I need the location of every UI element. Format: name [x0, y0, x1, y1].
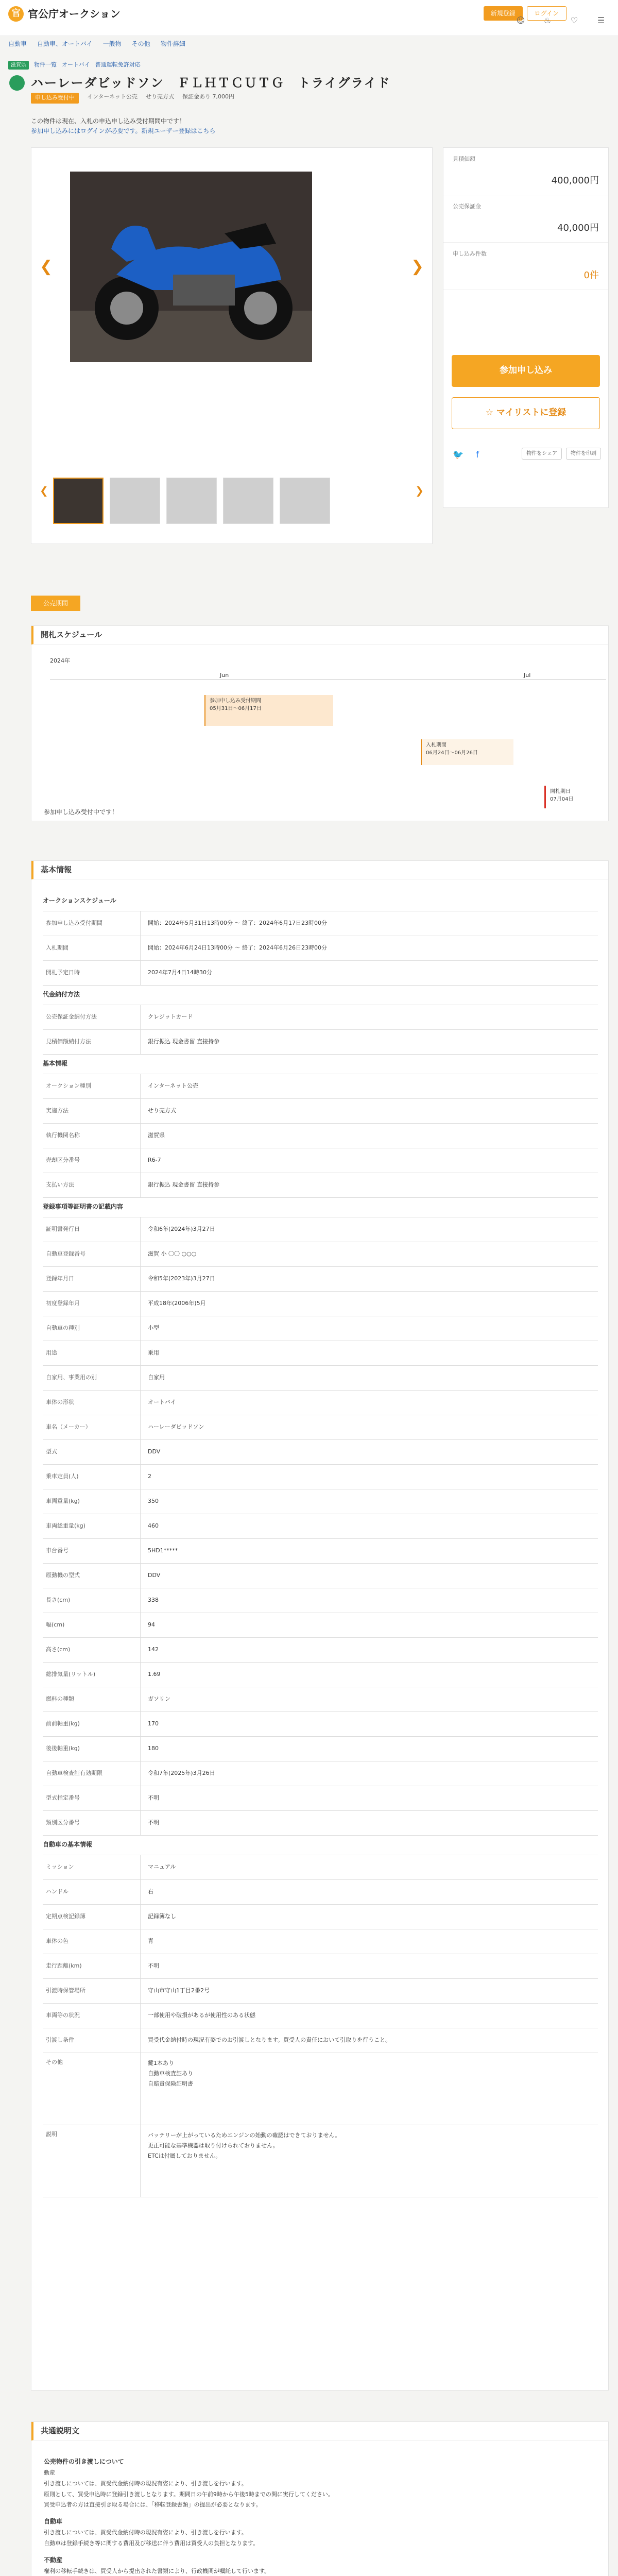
menu-icon[interactable]: ☰ — [597, 15, 605, 25]
info-key: 自家用、事業用の別 — [43, 1366, 141, 1390]
info-row — [43, 1124, 598, 1148]
info-row — [43, 1929, 598, 1954]
notice-line: この物件は現在、入札の申込申し込み受付期間中です！ — [31, 117, 186, 125]
info-key: 証明書発行日 — [43, 1217, 141, 1242]
info-value: 94 — [148, 1621, 155, 1629]
info-row — [43, 1415, 598, 1440]
info-value: 鍵1本あり 自動車検査証あり 自賠責保険証明書 — [148, 2060, 193, 2087]
info-key: 引渡し条件 — [43, 2028, 141, 2053]
main-photo[interactable] — [70, 172, 312, 362]
info-value: 守山市守山1丁目2番2号 — [148, 1987, 210, 1994]
common-heading: 自動車 — [44, 2518, 63, 2526]
info-key: 引渡時保管場所 — [43, 1979, 141, 2003]
common-paragraph: 動産 引き渡しについては、買受代金納付時の現況有姿により、引き渡しを行います。 原則として、買受申込時に登録引き渡しとなります。期間日の午前9時から午後5時までの間に実行してください。 買受申込者の方は直接引き取る場合には、「移転登録書類」の提出が必要となります。 — [44, 2469, 334, 2509]
mylist-button[interactable] — [452, 397, 600, 429]
info-row — [43, 1880, 598, 1905]
info-key: 車両総重量(kg) — [43, 1514, 141, 1538]
twitter-icon[interactable]: 🐦 — [453, 450, 464, 460]
info-row — [43, 1954, 598, 1979]
info-key: 実施方法 — [43, 1099, 141, 1123]
page-title: ハーレーダビッドソン ＦＬＨＴＣＵＴＧ トライグライド — [31, 76, 391, 90]
info-key: ハンドル — [43, 1880, 141, 1904]
nav-item[interactable]: 一般物 — [102, 40, 122, 47]
info-row — [43, 1687, 598, 1712]
info-key: 乗車定員(人) — [43, 1465, 141, 1489]
info-row — [43, 936, 598, 961]
info-row — [43, 1761, 598, 1786]
thumb-next-icon[interactable]: ❯ — [415, 484, 424, 497]
info-key: その他 — [43, 2053, 141, 2125]
nav-item[interactable]: 自動車、オートバイ — [37, 40, 93, 47]
info-row — [43, 1712, 598, 1737]
thumbnail[interactable] — [280, 478, 330, 524]
info-value: 乗用 — [148, 1349, 159, 1357]
common-heading: 公売物件の引き渡しについて — [44, 2458, 124, 2465]
notice-link[interactable]: 参加申し込みにはログインが必要です。新規ユーザー登録はこちら — [31, 127, 216, 135]
info-row — [43, 1366, 598, 1391]
category-nav — [8, 39, 185, 48]
info-value: マニュアル — [148, 1863, 176, 1871]
login-button[interactable]: ログイン — [527, 6, 566, 21]
info-value: 2024年7月4日14時30分 — [148, 969, 212, 976]
info-row — [43, 1489, 598, 1514]
bar-label: 入札期間 — [426, 742, 447, 748]
info-value: 銀行振込 現金書留 直接持参 — [148, 1181, 219, 1189]
info-key: 車両等の状況 — [43, 2004, 141, 2028]
section-title: 共通説明文 — [31, 2422, 608, 2441]
info-key: 幅(cm) — [43, 1613, 141, 1637]
info-key: 自動車検査証有効期限 — [43, 1761, 141, 1786]
share-button[interactable]: 物件をシェア — [522, 448, 562, 460]
info-row — [43, 1564, 598, 1588]
info-row — [43, 1905, 598, 1929]
section-title: 開札スケジュール — [31, 626, 608, 645]
info-row — [43, 1514, 598, 1539]
thumbnail-strip — [53, 478, 330, 524]
common-heading: 不動産 — [44, 2556, 63, 2564]
timeline-month: Jul — [524, 672, 531, 679]
deposit-price: 40,000円 — [557, 223, 599, 233]
info-value: 不明 — [148, 1819, 159, 1826]
info-key: 登録年月日 — [43, 1267, 141, 1291]
info-value: 滋賀 小 〇〇 ○○○ — [148, 1250, 197, 1258]
logo-text: 官公庁オークション — [28, 8, 121, 20]
start-price-label: 見積価額 — [453, 156, 475, 162]
info-value: R6-7 — [148, 1157, 161, 1164]
info-key: 走行距離(km) — [43, 1954, 141, 1978]
thumbnail[interactable] — [223, 478, 273, 524]
info-row — [43, 1855, 598, 1880]
info-key: 車台番号 — [43, 1539, 141, 1563]
info-value: 青 — [148, 1938, 153, 1945]
info-row — [43, 961, 598, 986]
prefecture-badge: 滋賀県 — [8, 61, 29, 70]
info-key: 長さ(cm) — [43, 1588, 141, 1613]
info-value: クレジットカード — [148, 1013, 193, 1021]
info-row — [43, 1148, 598, 1173]
info-key: 型式指定番号 — [43, 1786, 141, 1810]
info-row — [43, 2004, 598, 2028]
breadcrumb-item[interactable]: 普通運転免許対応 — [95, 61, 141, 69]
info-value: 開始：2024年6月24日13時00分 ～ 終了：2024年6月26日23時00分 — [148, 944, 327, 952]
info-row — [43, 1663, 598, 1687]
image-gallery — [31, 147, 433, 544]
info-key: 自動車の種別 — [43, 1316, 141, 1341]
info-value: 一部使用や破損があるが使用性のある状態 — [148, 2012, 255, 2019]
bar-label: 参加申し込み受付期間 — [210, 698, 261, 704]
info-key: 車体の色 — [43, 1929, 141, 1954]
stage-tab[interactable]: 公売期間 — [31, 596, 80, 611]
basic-info-section — [31, 860, 609, 2391]
tag-guarantee: 保証金あり 7,000円 — [182, 93, 235, 100]
info-value: 142 — [148, 1646, 159, 1653]
info-value: 右 — [148, 1888, 153, 1895]
bid-period-bar — [421, 739, 513, 765]
common-section — [31, 2421, 609, 2576]
info-row — [43, 1074, 598, 1099]
info-key: 車両重量(kg) — [43, 1489, 141, 1514]
info-value: 開始：2024年5月31日13時00分 ～ 終了：2024年6月17日23時00分 — [148, 920, 327, 927]
info-value: インターネット公売 — [148, 1082, 199, 1090]
info-value: 170 — [148, 1720, 159, 1727]
info-table — [43, 892, 598, 2197]
info-key: 公売保証金納付方法 — [43, 1005, 141, 1029]
info-row — [43, 1737, 598, 1761]
thumbnail[interactable] — [110, 478, 160, 524]
info-value: 2 — [148, 1473, 151, 1480]
info-key: 燃料の種類 — [43, 1687, 141, 1711]
tag-method: インターネット公売 — [87, 93, 138, 100]
item-tags — [31, 93, 234, 104]
info-value: せり売方式 — [148, 1107, 176, 1114]
info-key: 用途 — [43, 1341, 141, 1365]
info-value: DDV — [148, 1448, 161, 1455]
info-key: オークション種別 — [43, 1074, 141, 1098]
info-value: 180 — [148, 1745, 159, 1752]
logo-icon: 官 — [8, 6, 24, 22]
info-value: 自家用 — [148, 1374, 165, 1381]
chevron-right-icon[interactable]: ❯ — [410, 258, 424, 276]
info-row — [43, 1613, 598, 1638]
info-row — [43, 1005, 598, 1030]
info-value: 銀行振込 現金書留 直接持参 — [148, 1038, 219, 1045]
bell-icon[interactable]: ♨ — [543, 15, 552, 25]
info-key: 後後軸重(kg) — [43, 1737, 141, 1761]
info-value: DDV — [148, 1572, 161, 1579]
info-value: バッテリーが上がっているためエンジンの始動の確認はできておりません。 更正可能な基準機器は取り付けられておりません。 ETCは付属しておりません。 — [148, 2132, 341, 2159]
apply-count-label: 申し込み件数 — [453, 250, 487, 257]
info-key: 執行機関名称 — [43, 1124, 141, 1148]
common-text — [44, 2451, 548, 2576]
info-key: 型式 — [43, 1440, 141, 1464]
mylist-label: マイリストに登録 — [496, 408, 566, 418]
info-key: 売却区分番号 — [43, 1148, 141, 1173]
heart-icon[interactable]: ♡ — [570, 15, 578, 25]
info-key: 初度登録年月 — [43, 1292, 141, 1316]
info-key: 原動機の型式 — [43, 1564, 141, 1588]
info-group-title: 登録事項等証明書の記載内容 — [43, 1198, 598, 1217]
info-row — [43, 1099, 598, 1124]
info-key: 前前軸重(kg) — [43, 1712, 141, 1736]
register-button[interactable]: 新規登録 — [484, 6, 523, 21]
notice — [31, 116, 215, 136]
info-key: 見積価額納付方法 — [43, 1030, 141, 1054]
info-key: 高さ(cm) — [43, 1638, 141, 1662]
info-value: 460 — [148, 1522, 159, 1530]
info-row — [43, 1030, 598, 1055]
info-row — [43, 1588, 598, 1613]
info-row — [43, 1979, 598, 2004]
info-key: 総排気量(リットル) — [43, 1663, 141, 1687]
info-row — [43, 911, 598, 936]
timeline-year: 2024年 — [50, 657, 70, 664]
schedule-section — [31, 625, 609, 821]
info-value: 令和5年(2023年)3月27日 — [148, 1275, 215, 1282]
info-row — [43, 1217, 598, 1242]
info-key: ミッション — [43, 1855, 141, 1879]
info-key: 支払い方法 — [43, 1173, 141, 1197]
user-icon[interactable]: ☺ — [516, 15, 525, 25]
info-row — [43, 1242, 598, 1267]
info-key: 説明 — [43, 2125, 141, 2197]
info-group-title: 基本情報 — [43, 1055, 598, 1074]
info-group-title: オークションスケジュール — [43, 892, 598, 911]
info-row — [43, 2028, 598, 2053]
info-value: オートバイ — [148, 1399, 176, 1406]
apply-count: 0件 — [583, 270, 599, 281]
info-value: 350 — [148, 1498, 159, 1505]
section-title: 基本情報 — [31, 861, 608, 879]
open-date-bar — [544, 786, 606, 808]
info-row — [43, 1786, 598, 1811]
info-row — [43, 2125, 598, 2197]
info-value: 令和6年(2024年)3月27日 — [148, 1226, 215, 1233]
facebook-icon[interactable]: f — [476, 450, 479, 460]
info-value: 不明 — [148, 1962, 159, 1970]
info-row — [43, 1173, 598, 1198]
nav-item[interactable]: 自動車 — [8, 40, 27, 47]
info-value: 小型 — [148, 1325, 159, 1332]
bar-label: 開札期日 — [550, 789, 571, 794]
bar-dates: 07月04日 — [550, 796, 574, 802]
agency-icon — [9, 75, 25, 91]
schedule-note: 参加申し込み受付中です！ — [44, 808, 118, 816]
info-key: 自動車登録番号 — [43, 1242, 141, 1266]
timeline-month: Jun — [220, 672, 229, 679]
info-key: 類別区分番号 — [43, 1811, 141, 1835]
info-row — [43, 1811, 598, 1836]
info-key: 車体の形状 — [43, 1391, 141, 1415]
info-key: 参加申し込み受付期間 — [43, 911, 141, 936]
chevron-left-icon[interactable]: ❮ — [40, 258, 53, 276]
info-row — [43, 1638, 598, 1663]
bid-panel — [443, 147, 609, 508]
thumbnail[interactable] — [166, 478, 217, 524]
start-price: 400,000円 — [551, 175, 599, 186]
info-value: 滋賀県 — [148, 1132, 165, 1139]
apply-button[interactable]: 参加申し込み — [452, 355, 600, 387]
info-key: 入札期間 — [43, 936, 141, 960]
tag-type: せり売方式 — [146, 93, 175, 100]
info-row — [43, 2053, 598, 2125]
common-paragraph: 権利の移転手続きは、買受人から提出された書類により、行政機関が嘱託して行います。 — [44, 2567, 270, 2574]
info-key: 車名（メーカー） — [43, 1415, 141, 1439]
info-row — [43, 1539, 598, 1564]
info-row — [43, 1391, 598, 1415]
info-group-title: 代金納付方法 — [43, 986, 598, 1005]
timeline — [50, 657, 606, 801]
nav-item[interactable]: 物件詳細 — [160, 40, 185, 47]
thumbnail[interactable] — [53, 478, 104, 524]
star-icon: ☆ — [485, 408, 496, 418]
info-value: ハーレーダビッドソン — [148, 1423, 204, 1431]
info-key: 定期点検記録簿 — [43, 1905, 141, 1929]
breadcrumb-item[interactable]: 物件一覧 — [34, 61, 57, 69]
status-badge: 申し込み受付中 — [31, 93, 79, 104]
thumb-prev-icon[interactable]: ❮ — [40, 484, 48, 497]
bar-dates: 06月24日～06月26日 — [426, 750, 478, 756]
site-logo[interactable] — [8, 6, 121, 22]
breadcrumb — [8, 61, 141, 70]
deposit-label: 公売保証金 — [453, 203, 481, 210]
apply-period-bar — [204, 695, 333, 726]
info-value: ガソリン — [148, 1696, 170, 1703]
bar-dates: 05月31日～06月17日 — [210, 706, 262, 711]
info-row — [43, 1341, 598, 1366]
info-value: 平成18年(2006年)5月 — [148, 1300, 206, 1307]
info-value: 1.69 — [148, 1671, 161, 1678]
breadcrumb-item[interactable]: オートバイ — [62, 61, 90, 69]
info-row — [43, 1292, 598, 1316]
info-value: 5HD1***** — [148, 1547, 178, 1554]
info-value: 買受代金納付時の現況有姿でのお引渡しとなります。買受人の責任において引取りを行うこと。 — [148, 2037, 391, 2044]
nav-item[interactable]: その他 — [131, 40, 150, 47]
info-key: 開札予定日時 — [43, 961, 141, 985]
info-value: 不明 — [148, 1794, 159, 1802]
info-row — [43, 1465, 598, 1489]
info-value: 338 — [148, 1597, 159, 1604]
info-row — [43, 1440, 598, 1465]
info-value: 令和7年(2025年)3月26日 — [148, 1770, 215, 1777]
info-row — [43, 1316, 598, 1341]
common-paragraph: 引き渡しについては、買受代金納付時の現況有姿により、引き渡しを行います。 自動車は登録手続き等に関する費用及び移送に伴う費用は買受人の負担となります。 — [44, 2529, 259, 2547]
info-group-title: 自動車の基本情報 — [43, 1836, 598, 1855]
print-button[interactable]: 物件を印刷 — [566, 448, 601, 460]
info-row — [43, 1267, 598, 1292]
info-value: 記録簿なし — [148, 1913, 176, 1920]
